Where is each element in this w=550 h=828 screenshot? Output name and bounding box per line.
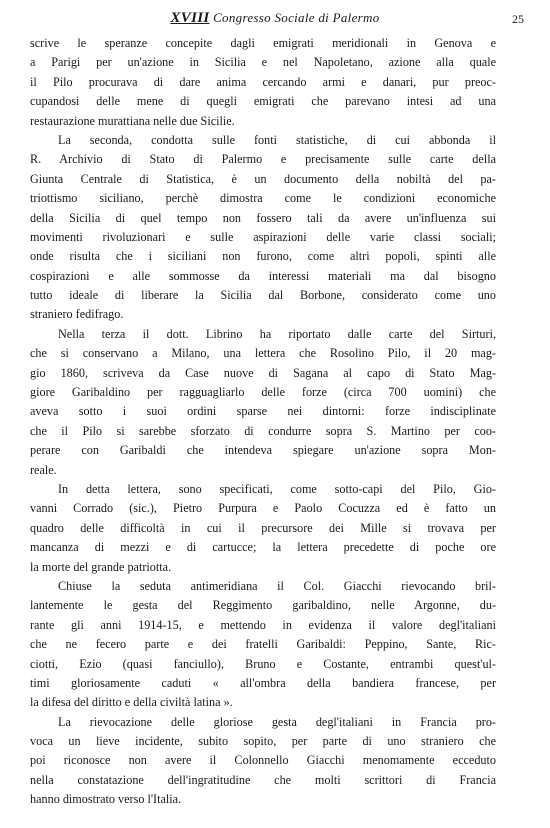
- running-head: [26, 10, 524, 34]
- text-line: ciotti, Ezio (quasi fanciullo), Bruno e Costante, entrambi quest'ul-: [30, 656, 496, 671]
- text-line: quadro delle difficoltà in cui il precursore dei Mille si trovava per: [30, 520, 496, 535]
- text-line: a Parigi per un'azione in Sicilia e nel Napoletano, azione alla quale: [30, 55, 496, 70]
- text-line: lantemente le gesta del Reggimento garibaldino, nelle Argonne, du-: [30, 598, 496, 613]
- text-line: straniero fedifrago.: [30, 307, 124, 322]
- text-line: scrive le speranze concepite dagli emigrati meridionali in Genova e: [30, 36, 496, 50]
- text-line: che ne fecero parte e dei fratelli Garibaldi: Peppino, Sante, Ric-: [30, 637, 496, 652]
- text-line: gio 1860, scriveva da Case nuove di Sagana al capo di Stato Mag-: [30, 365, 496, 380]
- text-line: poi riconosce non avere il Colonnello Giacchi menomamente ecceduto: [30, 753, 496, 768]
- text-line: che il Pilo si sarebbe sforzato di condurre sopra S. Martino per coo-: [30, 423, 496, 438]
- text-line: cospirazioni e alle sommosse da interessi materiali ma dal bisogno: [30, 268, 496, 283]
- text-line: della Sicilia di quel tempo non fossero tali da avere un'influenza sui: [30, 210, 496, 225]
- text-line: timi gloriosamente caduti « all'ombra della bandiera francese, per: [30, 675, 496, 690]
- text-line: aveva sotto i suoi ordini sparse nei dintorni: forze indisciplinate: [30, 404, 496, 419]
- text-line: cupandosi delle mene di quegli emigrati che parevano intesi ad una: [30, 94, 496, 109]
- text-line: giore Garibaldino per ragguagliarlo delle forze (circa 700 uomini) che: [30, 385, 496, 400]
- text-line: perare con Garibaldi che intendeva spiegare un'azione sopra Mon-: [30, 443, 496, 458]
- text-line: rante gli anni 1914-15, e mettendo in evidenza il valore degl'italiani: [30, 617, 496, 632]
- text-line: che si conservano a Milano, una lettera che Rosolino Pilo, il 20 mag-: [30, 346, 496, 361]
- text-line: triottismo siciliano, perchè dimostra come le condizioni economiche: [30, 191, 496, 206]
- congress-title: Congresso Sociale di Palermo: [213, 10, 380, 25]
- text-line: R. Archivio di Stato di Palermo e precisamente sulle carte della: [30, 152, 496, 167]
- text-line: hanno dimostrato verso l'Italia.: [30, 792, 182, 807]
- text-line: Nella terza il dott. Librino ha riportato dalle carte del Sirturi,: [58, 326, 496, 341]
- text-line: restaurazione murattiana nelle due Sicilie.: [30, 113, 235, 128]
- text-line: nella constatazione dell'ingratitudine che molti scrittori di Francia: [30, 772, 496, 787]
- running-title: [26, 10, 524, 27]
- text-line: la morte del grande patriotta.: [30, 559, 172, 574]
- text-line: voca un lieve incidente, subito sopito, per parte di uno straniero che: [30, 734, 496, 749]
- text-line: In detta lettera, sono specificati, come sotto-capi del Pilo, Gio-: [58, 481, 496, 496]
- text-line: vanni Corrado (sic.), Pietro Purpura e Paolo Cocuzza ed è fatto un: [30, 501, 496, 516]
- text-line: La rievocazione delle gloriose gesta degl'italiani in Francia pro-: [58, 714, 496, 729]
- text-line: tutto ideale di liberare la Sicilia dal Borbone, considerato come uno: [30, 288, 496, 303]
- volume-number: XVIII: [170, 10, 210, 26]
- text-line: reale.: [30, 462, 57, 477]
- text-line: la difesa del diritto e della civiltà latina ».: [30, 695, 233, 710]
- text-line: mancanza di mezzi e di cartucce; la lettera precedette di poche ore: [30, 540, 496, 555]
- text-line: onde risulta che i siciliani non furono, come altri popoli, spinti alle: [30, 249, 496, 264]
- text-line: La seconda, condotta sulle fonti statistiche, di cui abbonda il: [58, 132, 496, 147]
- page-number: 25: [512, 12, 524, 26]
- body-text: [30, 34, 496, 810]
- text-line: movimenti rivoluzionari e sulle aspirazioni delle varie classi sociali;: [30, 229, 496, 244]
- text-line: Giunta Centrale di Statistica, è un documento della nobiltà del pa-: [30, 171, 496, 186]
- text-line: il Pilo procurava di dare anima cercando armi e danari, pur preoc-: [30, 74, 496, 89]
- text-line: Chiuse la seduta antimeridiana il Col. Giacchi rievocando bril-: [58, 578, 496, 593]
